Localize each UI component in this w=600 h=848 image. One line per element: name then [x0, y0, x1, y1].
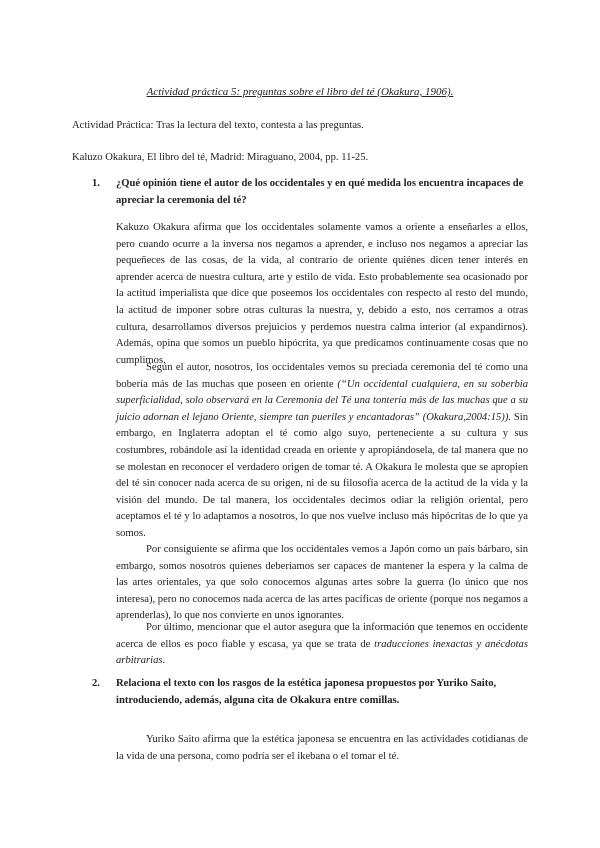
answer-2-paragraph-1: Yuriko Saito afirma que la estética japonesa se encuentra en las actividades cotidianas de la vida de una persona, como podría ser el ikebana o el tomar el té.	[116, 734, 528, 762]
answer-1-paragraph-4	[116, 620, 528, 670]
answer-1-paragraph-2	[116, 360, 528, 543]
page-title: Actividad práctica 5: preguntas sobre el libro del té (Okakura, 1906).	[146, 86, 454, 98]
okakura-quote: (“Un occidental cualquiera, en su soberbia superficialidad, solo observará en la Ceremonia del Té una tontería más de las muchas que a su juicio adornan el lejano Oriente, siempre tan pueriles y encantadoras” (Okakura,2004:15)).	[116, 378, 529, 423]
question-2-text: Relaciona el texto con los rasgos de la estética japonesa propuestos por Yuriko Saito, introduciendo, además, alguna cita de Okakura entre comillas.	[116, 678, 497, 706]
answer-1-paragraph-1: Kakuzo Okakura afirma que los occidentales solamente vamos a oriente a enseñarles a ellos, pero cuando ocurre a la inversa nos negamos a aprender, e incluso nos negamos a apreciar las pequeñeces de las cosas, de la vida, al contrario de oriente quiénes dicen tener interés en aprender acerca de nuestra cultura, arte y estilo de vida. Esto probablemente sea ocasionado por la actitud imperialista que dice que poseemos los occidentales con respecto al resto del mundo, la actitud de imponer sobre otras culturas la nuestra, y, debido a esto, nos cerramos a otras cultura, desarrollamos diversos prejuicios y perdemos nuestra calma interior (al expandirnos). Además, opina que somos un pueblo hipócrita, ya que predicamos continuamente cosas que no cumplimos.	[116, 222, 528, 366]
question-1-text: ¿Qué opinión tiene el autor de los occidentales y en qué medida los encuentra incapaces de apreciar la ceremonia del té?	[116, 178, 524, 206]
italic-phrase: traducciones inexactas y anécdotas arbitrarias	[116, 638, 528, 667]
paragraph-4-text-before: Por último, mencionar que el autor asegura que la información que tenemos en occidente acerca de ellos es poco fiable y escasa, ya que se trata de	[116, 622, 528, 650]
intro-text: Actividad Práctica: Tras la lectura del texto, contesta a las preguntas.	[72, 120, 364, 131]
question-2-number: 2.	[92, 678, 100, 689]
question-1-number: 1.	[92, 178, 100, 189]
paragraph-4-text-after: .	[162, 655, 166, 667]
paragraph-2-text-before: Según el autor, nosotros, los occidentales vemos su preciada ceremonia del té como una bobería más de las muchas que poseen en oriente	[116, 362, 528, 390]
reference-text: Kaluzo Okakura, El libro del té, Madrid: Miraguano, 2004, pp. 11-25.	[72, 152, 369, 163]
answer-1-paragraph-3: Por consiguiente se afirma que los occidentales vemos a Japón como un país bárbaro, sin embargo, somos nosotros quienes deberíamos ser capaces de mantener la espera y la calma de las artes orientales, ya que solo conocemos algunas artes sobre la guerra (lo único que nos interesa), pero no conocemos nada acerca de las artes pacíficas de oriente (porque nos negamos a aprenderlas), lo que nos convierte en unos ignorantes.	[116, 544, 528, 622]
paragraph-2-text-after: Sin embargo, en Inglaterra adoptan el té como algo suyo, perteneciente a su cultura y sus costumbres, robándole así la identidad creada en oriente y apropiándosela, de tal manera que no se molestan en reconocer el verdadero origen de tomar té. A Okakura le molesta que se apropien del té sin conocer nada acerca de su origen, ni de su filosofía acerca de la actitud de la vida y la visión del mundo. De tal manera, los occidentales decimos odiar la religión oriental, pero aceptamos el té y lo adaptamos a nosotros, lo que nos vuelve incluso más hipócritas de lo que ya somos.	[116, 411, 528, 539]
